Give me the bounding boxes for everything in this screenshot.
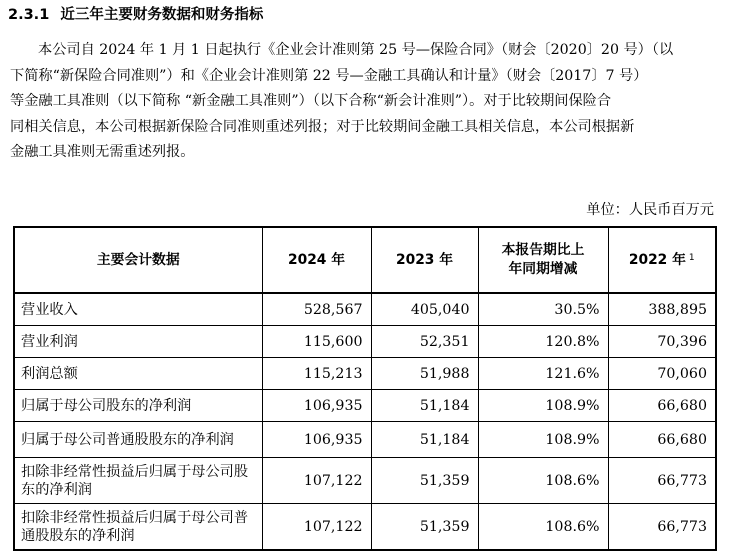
row-label: 归属于母公司普通股股东的净利润: [14, 422, 262, 458]
table-row: [14, 358, 716, 390]
cell-2024: 528,567: [262, 293, 371, 326]
table-row: [14, 458, 716, 504]
table-row: [14, 293, 716, 326]
cell-change: 108.9%: [478, 422, 608, 458]
cell-2022: 66,773: [608, 458, 716, 504]
row-label: 归属于母公司股东的净利润: [14, 390, 262, 422]
cell-2023: 51,359: [371, 458, 478, 504]
cell-2023: 51,184: [371, 390, 478, 422]
cell-2022: 66,680: [608, 422, 716, 458]
paragraph-line: 金融工具准则无需重述列报。: [10, 144, 195, 161]
table-row: [14, 390, 716, 422]
paragraph-line: 下简称“新保险合同准则”）和《企业会计准则第 22 号—金融工具确认和计量》（财会〔2017〕7 号）: [10, 67, 648, 84]
intro-paragraph: [10, 38, 720, 166]
cell-2023: 52,351: [371, 326, 478, 358]
paragraph-line: 本公司自 2024 年 1 月 1 日起执行《企业会计准则第 25 号—保险合同》（财会〔2020〕20 号）（以: [38, 42, 674, 58]
cell-change: 108.6%: [478, 504, 608, 551]
row-label: 利润总额: [14, 358, 262, 390]
currency-unit-label: 单位：人民币百万元: [586, 202, 714, 218]
cell-2023: 405,040: [371, 293, 478, 326]
footnote-marker: 1: [688, 253, 695, 263]
cell-change: 30.5%: [478, 293, 608, 326]
cell-2022: 70,060: [608, 358, 716, 390]
cell-2024: 106,935: [262, 422, 371, 458]
cell-2024: 115,213: [262, 358, 371, 390]
column-header: 主要会计数据: [14, 227, 262, 293]
cell-2022: 66,773: [608, 504, 716, 551]
cell-2022: 66,680: [608, 390, 716, 422]
paragraph-line: 等金融工具准则（以下简称 “新金融工具准则”）（以下合称“新会计准则”）。对于比较期间保险合: [10, 93, 612, 110]
table-header-row: [14, 227, 716, 293]
cell-change: 108.6%: [478, 458, 608, 504]
cell-2024: 107,122: [262, 458, 371, 504]
cell-change: 121.6%: [478, 358, 608, 390]
table-row: [14, 504, 716, 551]
cell-2023: 51,988: [371, 358, 478, 390]
column-header: 2023 年: [371, 227, 478, 293]
cell-2024: 107,122: [262, 504, 371, 551]
row-label: 扣除非经常性损益后归属于母公司股东的净利润: [14, 458, 262, 504]
paragraph-line: 同相关信息，本公司根据新保险合同准则重述列报；对于比较期间金融工具相关信息，本公司根据新: [10, 118, 635, 135]
cell-2024: 106,935: [262, 390, 371, 422]
cell-change: 108.9%: [478, 390, 608, 422]
column-header-text: 2022 年: [628, 252, 686, 268]
section-number: 2.3.1: [8, 7, 50, 23]
section-title: 近三年主要财务数据和财务指标: [60, 7, 264, 23]
cell-2022: 388,895: [608, 293, 716, 326]
column-header: 2024 年: [262, 227, 371, 293]
cell-2024: 115,600: [262, 326, 371, 358]
table-row: [14, 326, 716, 358]
financial-data-table: [13, 226, 717, 551]
cell-2023: 51,359: [371, 504, 478, 551]
row-label: 扣除非经常性损益后归属于母公司普通股股东的净利润: [14, 504, 262, 551]
section-heading: [8, 5, 263, 25]
row-label: 营业利润: [14, 326, 262, 358]
table-row: [14, 422, 716, 458]
row-label: 营业收入: [14, 293, 262, 326]
column-header: [478, 227, 608, 293]
cell-change: 120.8%: [478, 326, 608, 358]
cell-2022: 70,396: [608, 326, 716, 358]
column-header-text: 本报告期比上年同期增减: [501, 242, 585, 277]
cell-2023: 51,184: [371, 422, 478, 458]
column-header: [608, 227, 716, 293]
